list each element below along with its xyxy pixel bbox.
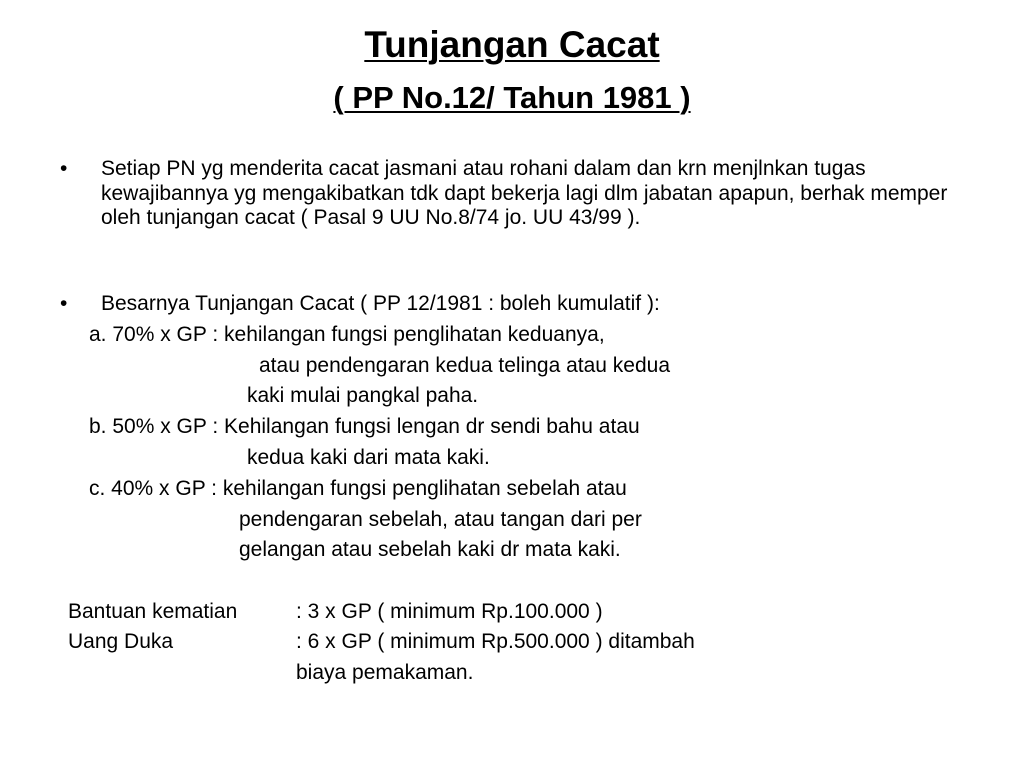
bullet-marker-1: • xyxy=(60,157,68,180)
item-c-line-1: c. 40% x GP : kehilangan fungsi penglihatan sebelah atau xyxy=(89,477,627,500)
item-a-line-2: atau pendengaran kedua telinga atau kedua xyxy=(259,354,671,377)
item-c-line-3: gelangan atau sebelah kaki dr mata kaki. xyxy=(239,538,621,561)
item-c-line-2: pendengaran sebelah, atau tangan dari per xyxy=(239,508,642,531)
bullet-marker-2: • xyxy=(60,292,68,315)
slide-subtitle: ( PP No.12/ Tahun 1981 ) xyxy=(333,80,691,115)
benefit-bantuan-label: Bantuan kematian xyxy=(68,600,238,623)
item-b-line-2: kedua kaki dari mata kaki. xyxy=(247,446,490,469)
item-a-line-1: a. 70% x GP : kehilangan fungsi penglihatan keduanya, xyxy=(89,323,605,346)
item-b-line-1: b. 50% x GP : Kehilangan fungsi lengan dr sendi bahu atau xyxy=(89,415,640,438)
benefit-bantuan-value: : 3 x GP ( minimum Rp.100.000 ) xyxy=(296,600,603,623)
bullet-text-1: Setiap PN yg menderita cacat jasmani atau rohani dalam dan krn menjlnkan tugas kewajibannya yg mengakibatkan tdk dapt bekerja lagi dlm jabatan apapun, berhak memper oleh tunjangan cacat ( Pasal 9 UU No.8/74 jo. UU 43/99 ). xyxy=(101,157,948,229)
benefit-uang-duka-continuation: biaya pemakaman. xyxy=(296,661,474,684)
benefit-uang-duka-label: Uang Duka xyxy=(68,630,174,653)
bullet-text-2: Besarnya Tunjangan Cacat ( PP 12/1981 : boleh kumulatif ): xyxy=(101,292,660,315)
slide-title: Tunjangan Cacat xyxy=(364,24,660,65)
item-a-line-3: kaki mulai pangkal paha. xyxy=(247,384,479,407)
benefit-uang-duka-value: : 6 x GP ( minimum Rp.500.000 ) ditambah xyxy=(296,630,695,653)
